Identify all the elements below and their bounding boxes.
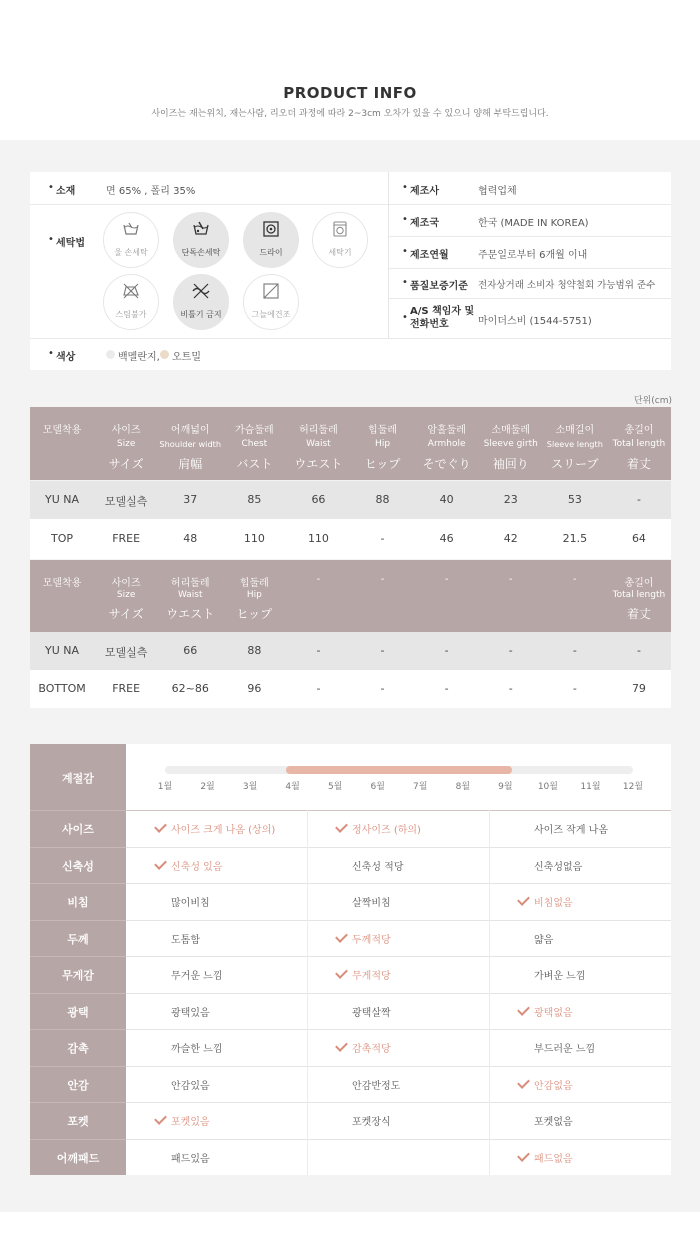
column-header-ko: 모델착용: [42, 578, 82, 589]
column-header-ko: 총길이: [624, 578, 654, 589]
check-icon: [335, 1039, 348, 1052]
fit-option: 정사이즈 (하의): [352, 825, 421, 837]
divider: [489, 1029, 490, 1066]
warranty-value: 전자상거래 소비자 청약철회 가능범위 준수: [478, 280, 656, 291]
column-header-ko: 모델착용: [42, 425, 82, 436]
column-header-jp: 着丈: [626, 607, 651, 621]
divider: [30, 1066, 671, 1067]
month-label: 6월: [370, 782, 385, 792]
fit-label: 무게감: [62, 969, 94, 983]
divider: [307, 993, 308, 1030]
table-cell: 모델실측: [104, 495, 148, 508]
divider: [388, 236, 671, 237]
date-label: 제조연월: [410, 250, 449, 261]
divider: [489, 847, 490, 884]
column-header-ko: 총길이: [624, 425, 654, 436]
color-label: 색상: [56, 352, 76, 363]
column-header-ko: 힙둘레: [368, 425, 398, 436]
date-value: 주문일로부터 6개월 이내: [478, 250, 588, 261]
table-cell: -: [316, 682, 321, 695]
column-header-ko: 소매길이: [555, 425, 595, 436]
table-cell: TOP: [51, 532, 74, 545]
divider: [307, 1102, 308, 1139]
as-label: A/S 책임자 및 전화번호: [410, 306, 475, 330]
divider: [30, 920, 671, 921]
column-header-ko: 사이즈: [111, 425, 141, 436]
fit-label: 비침: [67, 896, 89, 910]
divider: [307, 847, 308, 884]
fit-option: 부드러운 느낌: [534, 1044, 596, 1056]
page-title: PRODUCT INFO: [283, 84, 417, 102]
table-cell: -: [380, 682, 385, 695]
divider: [30, 920, 126, 921]
column-header-en: Size: [116, 590, 136, 600]
column-header-jp: サイズ: [108, 457, 144, 471]
swatch-white-melange: [106, 350, 115, 359]
table-cell: 37: [183, 493, 198, 506]
column-header-en: Shoulder width: [159, 439, 222, 449]
table-cell: 110: [243, 532, 265, 545]
divider: [30, 956, 126, 957]
column-header-ko: 허리둘레: [170, 578, 210, 589]
divider: [307, 1066, 308, 1103]
fit-option: 무거운 느낌: [171, 971, 223, 983]
divider: [30, 847, 671, 848]
table-cell: 96: [247, 682, 262, 695]
fit-label: 어깨패드: [56, 1151, 100, 1165]
divider: [307, 1029, 308, 1066]
wash-item-separate: 단독손세탁: [173, 212, 229, 268]
fit-option: 포켓장식: [352, 1117, 391, 1129]
divider: [30, 956, 671, 957]
column-header-en: Size: [116, 439, 136, 449]
fit-label: 감촉: [67, 1042, 89, 1056]
divider: [30, 338, 671, 339]
month-label: 12월: [622, 782, 644, 792]
table-cell: -: [508, 644, 513, 657]
separate-hand-wash-icon: [174, 221, 228, 241]
column-header-en: Sleeve length: [546, 439, 603, 449]
table-cell: FREE: [112, 532, 141, 545]
fit-label: 안감: [67, 1078, 89, 1092]
month-label: 11월: [580, 782, 601, 792]
table-cell: -: [380, 644, 385, 657]
manufacturer-value: 협력업체: [478, 186, 517, 197]
fit-label: 포켓: [67, 1115, 89, 1129]
column-header-en: Total length: [612, 439, 666, 449]
column-header-ko: -: [508, 574, 513, 585]
column-header-ko: 힙둘레: [239, 578, 269, 589]
table-cell: -: [444, 644, 449, 657]
column-header-jp: サイズ: [108, 607, 144, 621]
washing-machine-icon: [313, 221, 367, 241]
divider: [489, 1066, 490, 1103]
table-cell: 66: [183, 644, 198, 657]
column-header-jp: 肩幅: [178, 457, 203, 471]
table-cell: 42: [503, 532, 518, 545]
column-header-ko: -: [444, 574, 449, 585]
fit-option: 가벼운 느낌: [534, 971, 586, 983]
fit-option: 안감없음: [534, 1080, 573, 1092]
wash-item-wring: 비틀기 금지: [173, 274, 229, 330]
column-header-ko: 허리둘레: [299, 425, 338, 436]
fit-option: 감촉적당: [352, 1044, 391, 1056]
table-cell: 110: [307, 532, 329, 545]
divider: [30, 1139, 671, 1140]
column-header-ko: -: [380, 574, 385, 585]
check-icon: [154, 1112, 167, 1125]
column-header-en: Waist: [306, 439, 331, 449]
table-cell: FREE: [112, 682, 141, 695]
table-cell: -: [380, 532, 385, 545]
divider: [30, 1029, 671, 1030]
table-cell: 23: [503, 493, 518, 506]
divider: [30, 1066, 126, 1067]
table-row: [30, 481, 671, 519]
no-steam-icon: [104, 283, 158, 303]
season-label: 계절감: [62, 772, 94, 785]
table-cell: 53: [567, 493, 582, 506]
table-cell: -: [508, 682, 513, 695]
check-icon: [154, 820, 167, 833]
month-label: 5월: [327, 782, 343, 792]
page-subtitle: 사이즈는 재는위치, 재는사람, 리오더 과정에 따라 2~3cm 오차가 있을 수 있으니 양해 부탁드립니다.: [151, 109, 549, 119]
fit-option: 안감반정도: [352, 1080, 401, 1092]
column-header-en: Total length: [612, 590, 666, 600]
table-cell: 48: [183, 532, 198, 545]
color-name: 백멜란지,: [118, 352, 160, 363]
divider: [307, 920, 308, 957]
table-cell: 46: [439, 532, 454, 545]
table-cell: -: [572, 644, 577, 657]
check-icon: [154, 857, 167, 870]
table-cell: 85: [247, 493, 262, 506]
check-icon: [335, 930, 348, 943]
table-row: [30, 670, 671, 708]
fit-option: 사이즈 작게 나옴: [534, 825, 608, 837]
fit-option: 신축성 적당: [352, 861, 404, 873]
divider: [30, 883, 671, 884]
column-header-jp: スリーブ: [551, 457, 599, 471]
table-cell: -: [636, 493, 641, 506]
country-label: 제조국: [410, 218, 439, 229]
material-label: 소재: [56, 186, 76, 197]
table-cell: -: [316, 644, 321, 657]
fit-option: 살짝비침: [352, 898, 391, 910]
fit-option: 얇음: [534, 934, 554, 946]
product-info-card: • 소재 면 65% , 폴리 35% • 세탁법 울 손세탁 단독손세탁 드라이 세탁기 스팀불가 비틀기 금지 그늘에건조 • 색상 백멜란지, 오트밀 • 제조사 협력업체 • 제조국 한국 (MADE IN KOREA) • 제조연월 주문일로부터 6개월 이내 • 품질보증기준 전자상거래 소비자 청약철회 가능범위 준수 • A/S 책임자 및 전화번호 마이더스비 (1544-5751): [30, 172, 671, 370]
check-icon: [517, 893, 530, 906]
fit-label-column: [30, 744, 126, 1175]
material-value: 면 65% , 폴리 35%: [106, 186, 196, 197]
fit-label: 사이즈: [62, 823, 94, 837]
wash-item-machine: 세탁기: [312, 212, 368, 268]
month-label: 9월: [498, 782, 513, 792]
table-cell: 62~86: [171, 682, 209, 695]
divider: [489, 1139, 490, 1176]
month-label: 10월: [537, 782, 558, 792]
fit-label: 신축성: [62, 859, 94, 873]
divider: [30, 1102, 671, 1103]
column-header-ko: -: [573, 574, 577, 585]
fit-option: 사이즈 크게 나옴 (상의): [171, 825, 276, 837]
manufacturer-label: 제조사: [410, 186, 439, 197]
column-header-en: Hip: [246, 590, 262, 600]
table-cell: -: [636, 644, 641, 657]
divider: [489, 920, 490, 957]
fit-chart: [30, 744, 671, 1175]
fit-option: 두께적당: [352, 934, 391, 946]
table-cell: 64: [631, 532, 646, 545]
table-cell: 21.5: [562, 532, 588, 545]
wash-item-steam: 스팀불가: [103, 274, 159, 330]
divider: [30, 993, 671, 994]
fit-option: 포켓없음: [534, 1117, 573, 1129]
table-cell: 모델실측: [104, 646, 148, 659]
column-header-jp: バスト: [236, 457, 273, 471]
table-cell: -: [444, 682, 449, 695]
divider: [388, 172, 389, 338]
fit-option: 비침없음: [534, 898, 573, 910]
table-cell: 40: [439, 493, 454, 506]
wash-label: 세탁법: [56, 238, 85, 249]
fit-option: 패드없음: [534, 1153, 573, 1165]
column-header-jp: ウエスト: [166, 607, 215, 621]
check-icon: [335, 820, 348, 833]
divider: [388, 204, 671, 205]
table-cell: 79: [631, 682, 646, 695]
wash-item-dry: 드라이: [243, 212, 299, 268]
table-cell: BOTTOM: [38, 682, 86, 695]
table-cell: 88: [375, 493, 390, 506]
fit-label: 광택: [67, 1005, 89, 1019]
table-cell: 66: [311, 493, 326, 506]
swatch-oatmeal: [160, 350, 169, 359]
warranty-label: 품질보증기준: [410, 281, 468, 292]
column-header-en: Waist: [177, 590, 203, 600]
divider: [489, 810, 490, 847]
column-header-en: Sleeve girth: [483, 439, 538, 449]
check-icon: [517, 1149, 530, 1162]
column-header-jp: 着丈: [626, 457, 651, 471]
divider: [30, 847, 126, 848]
divider: [30, 1029, 126, 1030]
fit-option: 광택살짝: [352, 1007, 391, 1019]
divider: [307, 956, 308, 993]
fit-option: 포켓있음: [171, 1117, 210, 1129]
fit-option: 안감있음: [171, 1080, 210, 1092]
divider: [307, 810, 308, 847]
fit-option: 까슬한 느낌: [171, 1044, 223, 1056]
divider: [307, 883, 308, 920]
table-cell: YU NA: [45, 493, 80, 506]
table-cell: 88: [247, 644, 262, 657]
check-icon: [335, 966, 348, 979]
column-header-jp: ヒップ: [236, 607, 273, 621]
fit-option: 신축성 있음: [171, 861, 223, 873]
fit-option: 많이비침: [171, 898, 210, 910]
country-value: 한국 (MADE IN KOREA): [478, 218, 589, 229]
column-header-ko: 어깨넓이: [170, 425, 210, 436]
table-cell: YU NA: [45, 644, 80, 657]
month-label: 2월: [200, 782, 215, 792]
top-size-header: [30, 407, 671, 480]
month-label: 4월: [285, 782, 300, 792]
divider: [30, 204, 388, 205]
divider: [30, 810, 671, 811]
shade-dry-icon: [244, 283, 298, 303]
fit-label: 두께: [67, 932, 89, 946]
check-icon: [517, 1076, 530, 1089]
divider: [388, 298, 671, 299]
divider: [489, 883, 490, 920]
as-value: 마이더스비 (1544-5751): [478, 316, 592, 327]
fit-option: 도톰함: [171, 934, 200, 946]
hand-wash-icon: [104, 221, 158, 241]
table-row: [30, 632, 671, 670]
color-name: 오트밀: [172, 352, 201, 363]
fit-option: 무게적당: [352, 971, 391, 983]
month-label: 1월: [157, 782, 173, 792]
page-header: [0, 0, 700, 140]
divider: [30, 993, 126, 994]
fit-option: 패드있음: [171, 1153, 210, 1165]
column-header-ko: 소매둘레: [491, 425, 531, 436]
divider: [388, 268, 671, 269]
unit-label: 단위(cm): [633, 396, 672, 406]
table-cell: -: [572, 682, 577, 695]
divider: [489, 1102, 490, 1139]
divider: [489, 956, 490, 993]
wash-item-hand: 울 손세탁: [103, 212, 159, 268]
check-icon: [517, 1003, 530, 1016]
season-highlight: [286, 766, 513, 774]
no-wring-icon: [174, 283, 228, 303]
month-label: 7월: [413, 782, 428, 792]
fit-option: 광택있음: [171, 1007, 210, 1019]
column-header-ko: -: [316, 574, 321, 585]
wash-item-shade: 그늘에건조: [243, 274, 299, 330]
month-label: 3월: [242, 782, 258, 792]
table-row: [30, 519, 671, 559]
dry-clean-icon: [244, 221, 298, 241]
column-header-ko: 가슴둘레: [235, 425, 274, 436]
fit-option: 신축성없음: [534, 861, 583, 873]
divider: [30, 883, 126, 884]
column-header-jp: ウエスト: [294, 457, 343, 471]
divider: [30, 1139, 126, 1140]
divider: [489, 993, 490, 1030]
divider: [30, 810, 126, 811]
month-label: 8월: [455, 782, 471, 792]
bottom-size-header: [30, 560, 671, 632]
column-header-jp: ヒップ: [364, 457, 401, 471]
column-header-jp: 袖回り: [492, 457, 529, 471]
column-header-en: Armhole: [427, 439, 466, 449]
column-header-en: Hip: [375, 439, 391, 449]
column-header-ko: 암홀둘레: [427, 425, 466, 436]
divider: [307, 1139, 308, 1176]
column-header-jp: そでぐり: [422, 457, 471, 471]
fit-option: 광택없음: [534, 1007, 573, 1019]
column-header-en: Chest: [241, 439, 268, 449]
column-header-ko: 사이즈: [111, 578, 141, 589]
divider: [30, 1102, 126, 1103]
